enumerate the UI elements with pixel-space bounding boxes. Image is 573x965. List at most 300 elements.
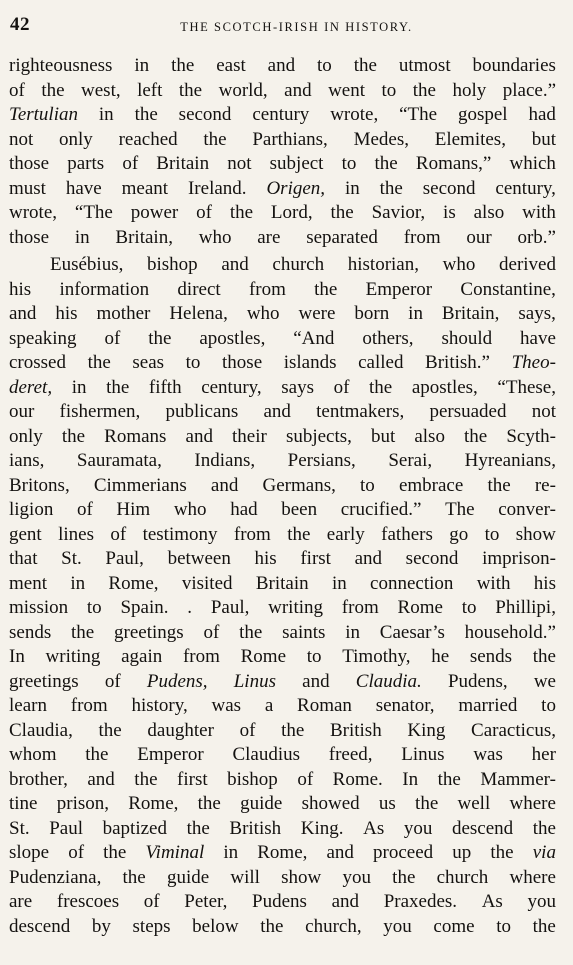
word: also bbox=[473, 202, 505, 223]
page-header bbox=[10, 14, 563, 38]
word: others, bbox=[362, 327, 414, 349]
word: world, bbox=[218, 79, 268, 101]
word: Britain bbox=[255, 572, 309, 594]
word: and bbox=[302, 670, 330, 692]
word: power bbox=[130, 202, 179, 223]
word: the bbox=[41, 79, 65, 101]
word: to bbox=[461, 597, 477, 618]
word: the bbox=[532, 646, 556, 667]
body-text bbox=[9, 54, 556, 939]
word: from bbox=[182, 646, 220, 667]
word: King. bbox=[300, 817, 344, 839]
word: the bbox=[85, 744, 109, 765]
word: and bbox=[354, 548, 383, 569]
word: says, bbox=[518, 303, 556, 324]
word: Britain, bbox=[441, 303, 500, 324]
word: Britain, bbox=[115, 226, 173, 248]
word: in bbox=[98, 104, 114, 125]
word: the bbox=[87, 352, 111, 373]
word: in bbox=[134, 55, 150, 76]
word: Timothy, bbox=[342, 646, 411, 667]
word: crossed bbox=[9, 352, 66, 373]
word: ligion bbox=[9, 499, 54, 520]
word: deret, bbox=[9, 376, 53, 398]
word: the bbox=[415, 793, 439, 814]
word: her bbox=[531, 744, 556, 765]
text-line bbox=[9, 253, 556, 278]
word: to bbox=[381, 79, 397, 101]
text-line bbox=[9, 547, 556, 572]
word: of bbox=[104, 670, 121, 692]
text-line bbox=[9, 523, 556, 548]
word: the bbox=[197, 793, 221, 814]
running-title: THE SCOTCH-IRISH IN HISTORY. bbox=[180, 20, 413, 34]
word: who bbox=[442, 254, 476, 275]
word: gent bbox=[9, 523, 42, 545]
word: Eusébius, bbox=[50, 254, 124, 275]
word: Indians, bbox=[194, 450, 256, 471]
word: Medes, bbox=[353, 128, 409, 150]
text-line bbox=[9, 278, 556, 303]
word: ians, bbox=[9, 450, 45, 471]
word: church bbox=[272, 254, 325, 275]
word: Hyreanians, bbox=[464, 450, 556, 471]
text-line bbox=[9, 351, 556, 376]
word: As bbox=[363, 817, 385, 839]
word: must bbox=[9, 177, 46, 199]
word: reached bbox=[118, 128, 178, 150]
word: been bbox=[281, 499, 318, 520]
word: descend bbox=[9, 915, 71, 937]
word: our bbox=[466, 226, 492, 248]
text-line bbox=[9, 890, 556, 915]
word: fathers bbox=[381, 523, 433, 545]
text-line bbox=[9, 866, 556, 891]
word: senator, bbox=[375, 695, 435, 716]
word: place.” bbox=[502, 79, 556, 101]
word: learn bbox=[9, 695, 47, 716]
word: their bbox=[232, 425, 267, 447]
word: Sauramata, bbox=[76, 450, 162, 471]
word: who bbox=[173, 499, 207, 520]
word: wrote, bbox=[330, 104, 379, 125]
word: the bbox=[203, 128, 227, 150]
word: the bbox=[369, 376, 393, 398]
word: of bbox=[104, 327, 121, 349]
word: “These, bbox=[497, 376, 556, 398]
word: between bbox=[167, 548, 231, 569]
word: slope bbox=[9, 842, 50, 863]
word: to bbox=[496, 915, 511, 937]
word: in bbox=[70, 572, 86, 594]
word: the bbox=[330, 202, 354, 223]
word: Britons, bbox=[9, 474, 70, 496]
word: we bbox=[533, 670, 556, 692]
word: orb.” bbox=[517, 226, 556, 248]
word: via bbox=[532, 842, 556, 863]
word: of bbox=[196, 202, 212, 223]
word: greetings bbox=[9, 670, 79, 692]
text-line bbox=[9, 792, 556, 817]
word: in bbox=[223, 842, 239, 863]
word: of bbox=[203, 621, 220, 643]
word: Rome bbox=[397, 597, 443, 618]
text-line bbox=[9, 201, 556, 226]
word: but bbox=[531, 128, 556, 150]
word: have bbox=[65, 177, 102, 199]
word: the bbox=[532, 915, 556, 937]
word: and bbox=[326, 842, 354, 863]
word: . bbox=[187, 597, 193, 618]
word: you bbox=[403, 817, 433, 839]
word: of bbox=[122, 153, 139, 174]
word: apostles, bbox=[411, 376, 478, 398]
word: proceed bbox=[373, 842, 434, 863]
word: showed bbox=[301, 793, 360, 814]
word: seas bbox=[132, 352, 165, 373]
word: speaking bbox=[9, 327, 77, 349]
word: Rome bbox=[240, 646, 287, 667]
word: Peter, bbox=[184, 891, 228, 912]
word: St. bbox=[61, 548, 82, 569]
word: Paul, bbox=[210, 597, 250, 618]
word: Britain bbox=[156, 153, 210, 174]
word: and bbox=[263, 401, 291, 422]
word: Him bbox=[116, 499, 151, 520]
word: the bbox=[374, 153, 398, 174]
word: you bbox=[527, 891, 556, 912]
word: Lord, bbox=[270, 202, 313, 223]
word: and bbox=[185, 425, 213, 447]
word: had bbox=[230, 499, 258, 520]
word: are bbox=[257, 226, 281, 248]
word: Viminal bbox=[145, 842, 205, 863]
word: below bbox=[192, 915, 239, 937]
word: his bbox=[9, 278, 32, 300]
word: mother bbox=[96, 303, 151, 324]
word: in bbox=[408, 303, 423, 324]
word: freed, bbox=[328, 744, 373, 765]
word: Pudenziana, bbox=[9, 866, 102, 888]
text-line bbox=[9, 498, 556, 523]
word: of bbox=[297, 768, 314, 790]
word: left bbox=[137, 79, 163, 101]
word: bishop bbox=[227, 768, 278, 790]
word: in bbox=[345, 621, 360, 643]
word: of bbox=[333, 376, 350, 398]
word: the bbox=[532, 817, 556, 839]
word: Constantine, bbox=[460, 278, 556, 300]
word: Mammer- bbox=[480, 768, 556, 790]
word: go bbox=[449, 523, 469, 545]
word: wrote, bbox=[9, 202, 58, 223]
word: fifth bbox=[148, 376, 182, 398]
word: the bbox=[148, 327, 172, 349]
text-line bbox=[9, 152, 556, 177]
word: “The bbox=[399, 104, 438, 125]
word: east bbox=[216, 55, 246, 76]
word: and bbox=[210, 474, 239, 496]
word: to bbox=[541, 695, 556, 716]
word: those bbox=[222, 352, 263, 373]
word: the bbox=[437, 768, 461, 790]
word: meant bbox=[121, 177, 169, 199]
paragraph bbox=[9, 253, 556, 939]
word: “And bbox=[293, 327, 335, 349]
word: west, bbox=[81, 79, 121, 101]
word: holy bbox=[452, 79, 487, 101]
page-number: 42 bbox=[10, 14, 30, 35]
word: Claudius bbox=[232, 744, 301, 765]
word: us bbox=[378, 793, 396, 814]
word: visited bbox=[181, 572, 233, 594]
word: the bbox=[134, 768, 158, 790]
word: and bbox=[331, 891, 360, 912]
word: from bbox=[341, 597, 379, 618]
word: Praxedes. bbox=[383, 891, 458, 912]
word: who bbox=[198, 226, 232, 248]
text-line bbox=[9, 425, 556, 450]
word: the bbox=[186, 817, 210, 839]
text-line bbox=[9, 302, 556, 327]
word: Claudia, bbox=[9, 719, 73, 741]
word: and bbox=[221, 254, 249, 275]
word: the bbox=[287, 523, 311, 545]
word: Paul bbox=[49, 817, 83, 839]
word: to bbox=[484, 523, 500, 545]
word: The bbox=[445, 499, 475, 520]
word: was bbox=[211, 695, 242, 716]
text-line bbox=[9, 400, 556, 425]
text-line bbox=[9, 645, 556, 670]
word: Germans, bbox=[262, 474, 336, 496]
word: steps bbox=[132, 915, 171, 937]
word: saints bbox=[282, 621, 326, 643]
text-line bbox=[9, 743, 556, 768]
text-line bbox=[9, 768, 556, 793]
text-line bbox=[9, 54, 556, 79]
word: and bbox=[267, 55, 296, 76]
text-line bbox=[9, 719, 556, 744]
word: Savior, bbox=[371, 202, 426, 223]
text-line bbox=[9, 327, 556, 352]
word: utmost bbox=[398, 55, 451, 76]
text-line bbox=[9, 596, 556, 621]
word: from bbox=[70, 695, 108, 716]
word: the bbox=[239, 621, 263, 643]
word: is bbox=[443, 202, 456, 223]
word: by bbox=[91, 915, 111, 937]
word: King bbox=[407, 719, 446, 741]
word: had bbox=[528, 104, 556, 125]
word: and bbox=[9, 303, 37, 324]
word: Parthians, bbox=[252, 128, 328, 150]
text-line bbox=[9, 915, 556, 940]
word: publicans bbox=[165, 401, 239, 422]
word: Elemites, bbox=[434, 128, 506, 150]
word: descend bbox=[451, 817, 514, 839]
text-line bbox=[9, 474, 556, 499]
word: century, bbox=[495, 177, 556, 199]
word: not bbox=[531, 401, 556, 422]
word: in bbox=[344, 177, 360, 199]
word: show bbox=[281, 866, 322, 888]
word: history, bbox=[131, 695, 188, 716]
word: righteousness bbox=[9, 55, 113, 76]
word: a bbox=[264, 695, 274, 716]
word: the bbox=[103, 842, 127, 863]
word: parts bbox=[67, 153, 105, 174]
word: which bbox=[509, 153, 556, 174]
word: the bbox=[412, 79, 436, 101]
word: guide bbox=[166, 866, 210, 888]
word: of bbox=[68, 842, 85, 863]
word: Helena, bbox=[169, 303, 228, 324]
word: first bbox=[300, 548, 331, 569]
word: Caracticus, bbox=[471, 719, 556, 741]
word: come bbox=[433, 915, 475, 937]
word: those bbox=[9, 153, 50, 174]
text-line bbox=[9, 449, 556, 474]
word: subject bbox=[269, 153, 324, 174]
word: century bbox=[252, 104, 310, 125]
word: our bbox=[9, 401, 35, 422]
word: the bbox=[487, 474, 511, 496]
word: show bbox=[515, 523, 556, 545]
word: he bbox=[431, 646, 450, 667]
word: Romans,” bbox=[415, 153, 492, 174]
word: the bbox=[314, 278, 338, 300]
word: the bbox=[229, 202, 254, 223]
word: from bbox=[248, 278, 286, 300]
word: the bbox=[61, 425, 86, 447]
word: says bbox=[281, 376, 315, 398]
text-line bbox=[9, 572, 556, 597]
word: to bbox=[341, 153, 357, 174]
word: should bbox=[441, 327, 493, 349]
word: church bbox=[436, 866, 489, 888]
word: Rome. bbox=[332, 768, 383, 790]
word: early bbox=[326, 523, 365, 545]
word: direct bbox=[177, 278, 221, 300]
word: was bbox=[473, 744, 503, 765]
word: islands bbox=[283, 352, 337, 373]
word: the bbox=[134, 104, 158, 125]
word: in bbox=[71, 376, 87, 398]
word: Pudens, bbox=[447, 670, 508, 692]
word: you bbox=[342, 866, 371, 888]
text-line bbox=[9, 128, 556, 153]
word: and bbox=[87, 768, 115, 790]
word: not bbox=[227, 153, 252, 174]
word: Linus bbox=[401, 744, 445, 765]
word: Roman bbox=[297, 695, 352, 716]
word: tentmakers, bbox=[316, 401, 405, 422]
word: married bbox=[458, 695, 518, 716]
text-line bbox=[9, 376, 556, 401]
word: the bbox=[281, 719, 305, 741]
word: derived bbox=[499, 254, 556, 275]
word: of bbox=[239, 719, 256, 741]
word: Rome, bbox=[128, 793, 179, 814]
word: “The bbox=[74, 202, 113, 223]
word: the bbox=[464, 425, 488, 447]
word: information bbox=[59, 278, 150, 300]
word: who bbox=[246, 303, 280, 324]
word: to bbox=[86, 597, 102, 618]
word: his bbox=[533, 572, 556, 594]
word: writing bbox=[45, 646, 101, 667]
text-line bbox=[9, 226, 556, 251]
word: well bbox=[457, 793, 491, 814]
word: mission bbox=[9, 597, 69, 618]
text-line bbox=[9, 694, 556, 719]
word: Emperor bbox=[137, 744, 204, 765]
paragraph bbox=[9, 54, 556, 250]
word: Pudens bbox=[252, 891, 307, 912]
word: have bbox=[520, 327, 556, 349]
text-line bbox=[9, 670, 556, 695]
word: greetings bbox=[114, 621, 184, 643]
word: Origen, bbox=[266, 177, 326, 199]
word: historian, bbox=[347, 254, 419, 275]
word: in bbox=[74, 226, 90, 248]
word: Linus bbox=[233, 670, 276, 692]
word: frescoes bbox=[56, 891, 120, 912]
word: British bbox=[229, 817, 282, 839]
word: baptized bbox=[102, 817, 167, 839]
word: of bbox=[76, 499, 93, 520]
word: Pudens, bbox=[146, 670, 208, 692]
word: the bbox=[171, 55, 195, 76]
word: Cimmerians bbox=[93, 474, 187, 496]
word: only bbox=[9, 425, 43, 447]
word: brother, bbox=[9, 768, 68, 790]
word: conver- bbox=[498, 499, 556, 520]
word: St. bbox=[9, 817, 30, 839]
word: where bbox=[509, 793, 556, 814]
word: and bbox=[284, 79, 312, 101]
word: to bbox=[360, 474, 375, 496]
word: whom bbox=[9, 744, 57, 765]
word: tine bbox=[9, 793, 38, 814]
word: imprison- bbox=[482, 548, 556, 569]
word: church, bbox=[305, 915, 362, 937]
word: from bbox=[233, 523, 271, 545]
word: century, bbox=[201, 376, 262, 398]
word: where bbox=[509, 866, 556, 888]
word: apostles, bbox=[199, 327, 266, 349]
word: Rome, bbox=[108, 572, 159, 594]
word: Emperor bbox=[365, 278, 433, 300]
word: lines bbox=[58, 523, 94, 545]
word: daughter bbox=[147, 719, 214, 741]
word: you bbox=[383, 915, 412, 937]
word: the bbox=[178, 79, 203, 101]
word: born bbox=[354, 303, 390, 324]
word: the bbox=[122, 866, 146, 888]
word: persuaded bbox=[429, 401, 507, 422]
word: second bbox=[178, 104, 232, 125]
word: to bbox=[185, 352, 201, 373]
word: in bbox=[331, 572, 347, 594]
word: but bbox=[370, 425, 396, 447]
word: Caesar’s bbox=[379, 621, 445, 643]
word: called bbox=[358, 352, 404, 373]
word: the bbox=[392, 866, 416, 888]
word: his bbox=[55, 303, 78, 324]
word: Ireland. bbox=[187, 177, 247, 199]
